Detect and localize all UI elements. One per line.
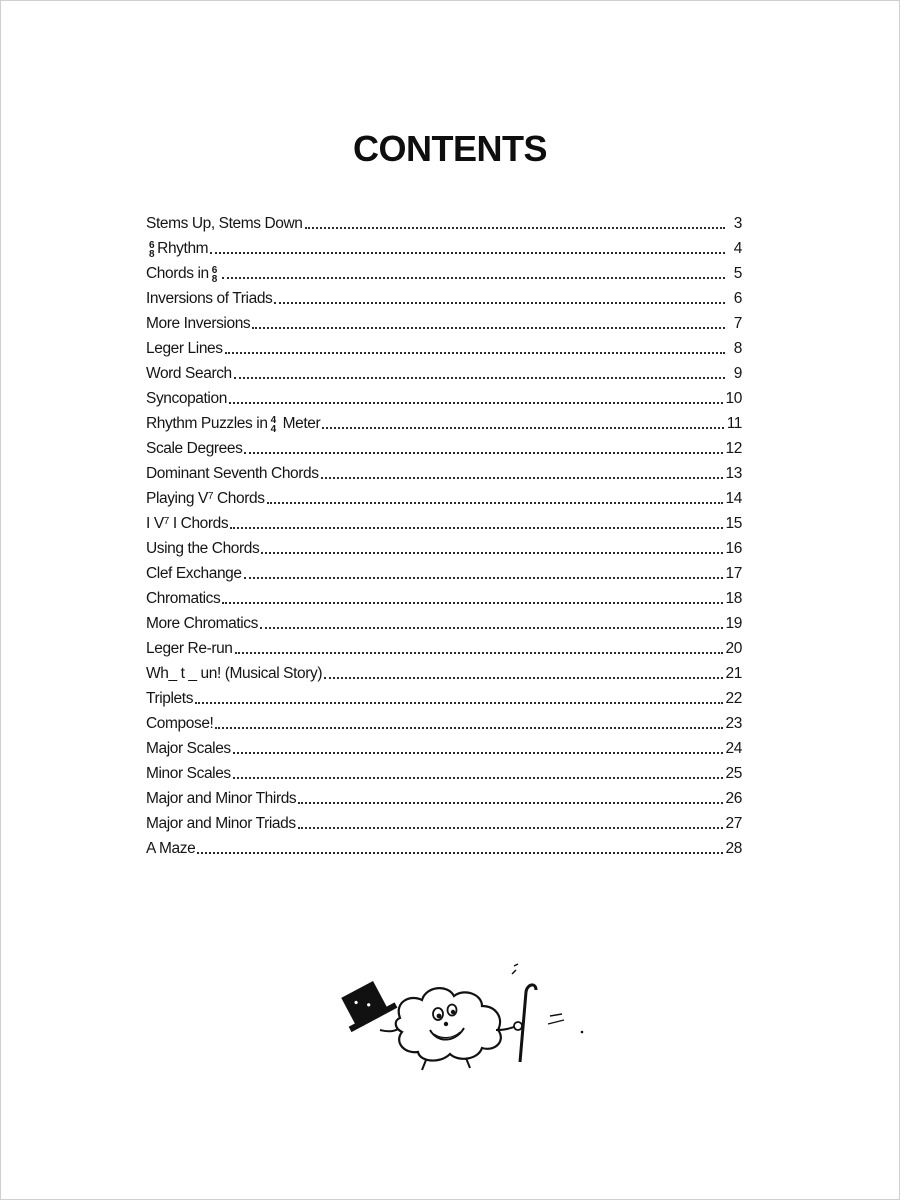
toc-page-number: 8	[733, 340, 742, 357]
toc-title-text: Playing V	[146, 490, 208, 507]
toc-entry-title	[146, 590, 220, 608]
toc-page-number: 14	[725, 490, 742, 507]
toc-title-text: I V	[146, 515, 164, 532]
toc-page-number: 27	[725, 815, 742, 832]
toc-title-text: Chords in	[146, 265, 209, 282]
dot-leader	[261, 552, 722, 554]
dot-leader	[233, 752, 723, 754]
toc-title-text: Chords	[216, 490, 265, 507]
toc-entry	[146, 558, 742, 583]
toc-page-number: 25	[725, 765, 742, 782]
toc-title-text: Minor Scales	[146, 765, 231, 782]
toc-page-number: 20	[725, 640, 742, 657]
toc-entry-title	[146, 340, 223, 358]
dot-leader	[210, 252, 725, 254]
toc-title-text: Clef Exchange	[146, 565, 242, 582]
superscript-seven: 7	[163, 516, 169, 527]
toc-title-text: A Maze	[146, 840, 196, 857]
toc-title-text: Meter	[282, 415, 321, 432]
toc-entry	[146, 583, 742, 608]
toc-entry	[146, 208, 742, 233]
toc-entry-title	[146, 565, 242, 583]
dot-leader	[267, 502, 723, 504]
dot-leader	[222, 602, 722, 604]
toc-entry-title	[146, 415, 320, 433]
toc-page-number: 26	[725, 790, 742, 807]
toc-entry	[146, 733, 742, 758]
time-signature	[149, 241, 154, 259]
toc-entry-title	[146, 715, 213, 733]
toc-title-text: Inversions of Triads	[146, 290, 273, 307]
toc-page-number: 15	[725, 515, 742, 532]
toc-entry	[146, 808, 742, 833]
toc-title-text: Major and Minor Thirds	[146, 790, 297, 807]
toc-entry	[146, 683, 742, 708]
time-signature	[271, 416, 276, 434]
dot-leader	[324, 677, 722, 679]
time-signature-top: 4	[270, 415, 276, 426]
toc-entry-title	[146, 765, 231, 783]
dot-leader	[215, 727, 722, 729]
dot-leader	[298, 827, 723, 829]
toc-entry-title	[146, 615, 258, 633]
dot-leader	[244, 452, 722, 454]
toc-page-number: 7	[733, 315, 742, 332]
toc-entry	[146, 833, 742, 858]
dot-leader	[233, 777, 723, 779]
time-signature-bottom: 4	[270, 424, 276, 435]
toc-title-text: Leger Lines	[146, 340, 223, 357]
dot-leader	[260, 627, 723, 629]
toc-entry-title	[146, 240, 208, 258]
toc-page-number: 21	[725, 665, 742, 682]
toc-entry	[146, 308, 742, 333]
dot-leader	[305, 227, 725, 229]
toc-entry-title	[146, 840, 195, 858]
toc-title-text: Major Scales	[146, 740, 231, 757]
toc-entry-title	[146, 265, 220, 283]
toc-entry-title	[146, 815, 296, 833]
toc-entry-title	[146, 315, 250, 333]
toc-entry	[146, 608, 742, 633]
toc-entry	[146, 358, 742, 383]
dot-leader	[222, 277, 725, 279]
table-of-contents	[146, 208, 742, 858]
toc-entry	[146, 283, 742, 308]
top-hat-icon	[336, 978, 398, 1032]
toc-page-number: 13	[725, 465, 742, 482]
toc-entry	[146, 433, 742, 458]
toc-title-text: Scale Degrees	[146, 440, 243, 457]
toc-page-number: 6	[733, 290, 742, 307]
toc-page-number: 9	[733, 365, 742, 382]
toc-entry	[146, 458, 742, 483]
toc-page-number: 18	[725, 590, 742, 607]
time-signature-bottom: 8	[211, 274, 217, 285]
dot-leader	[322, 427, 723, 429]
dot-leader	[274, 302, 725, 304]
toc-page-number: 11	[726, 415, 742, 432]
toc-title-text: Stems Up, Stems Down	[146, 215, 303, 232]
toc-entry-title	[146, 515, 228, 533]
toc-entry	[146, 508, 742, 533]
dot-leader	[197, 852, 722, 854]
toc-entry	[146, 758, 742, 783]
toc-page-number: 24	[725, 740, 742, 757]
toc-entry	[146, 533, 742, 558]
toc-entry	[146, 233, 742, 258]
toc-page-number: 23	[725, 715, 742, 732]
toc-title-text: Leger Re-run	[146, 640, 233, 657]
toc-entry-title	[146, 365, 232, 383]
dot-leader	[195, 702, 723, 704]
toc-title-text: Rhythm	[157, 240, 209, 257]
cloud-body	[396, 988, 501, 1060]
toc-title-text: More Inversions	[146, 315, 251, 332]
time-signature-top: 6	[211, 265, 217, 276]
toc-entry-title	[146, 490, 265, 508]
toc-entry	[146, 383, 742, 408]
toc-title-text: Dominant Seventh Chords	[146, 465, 319, 482]
toc-entry-title	[146, 665, 322, 683]
toc-entry-title	[146, 290, 272, 308]
dot-leader	[225, 352, 725, 354]
toc-title-text: Wh_ t _ un! (Musical Story)	[146, 665, 323, 682]
cane-icon	[520, 985, 536, 1062]
toc-entry	[146, 658, 742, 683]
toc-title-text: Compose!	[146, 715, 214, 732]
dot-leader	[230, 527, 722, 529]
toc-page-number: 10	[725, 390, 742, 407]
toc-entry-title	[146, 440, 242, 458]
time-signature	[212, 266, 217, 284]
toc-entry-title	[146, 790, 296, 808]
toc-title-text: More Chromatics	[146, 615, 258, 632]
toc-entry-title	[146, 390, 227, 408]
toc-entry	[146, 708, 742, 733]
toc-entry-title	[146, 465, 319, 483]
toc-page-number: 3	[733, 215, 742, 232]
time-signature-top: 6	[149, 240, 155, 251]
toc-title-text: Rhythm Puzzles in	[146, 415, 268, 432]
toc-entry	[146, 408, 742, 433]
toc-entry	[146, 333, 742, 358]
toc-title-text: Word Search	[146, 365, 232, 382]
dot-leader	[298, 802, 722, 804]
dot-leader	[321, 477, 723, 479]
toc-entry-title	[146, 640, 233, 658]
toc-entry	[146, 783, 742, 808]
toc-page-number: 12	[725, 440, 742, 457]
toc-page-number: 17	[725, 565, 742, 582]
toc-page-number: 19	[725, 615, 742, 632]
toc-title-text: Chromatics	[146, 590, 221, 607]
toc-title-text: Major and Minor Triads	[146, 815, 296, 832]
time-signature-bottom: 8	[149, 249, 155, 260]
dot-leader	[229, 402, 723, 404]
dot-leader	[234, 377, 725, 379]
toc-title-text: I Chords	[172, 515, 229, 532]
toc-page-number: 16	[725, 540, 742, 557]
toc-entry-title	[146, 540, 259, 558]
toc-title-text: Using the Chords	[146, 540, 260, 557]
dot-leader	[252, 327, 725, 329]
toc-page-number: 4	[733, 240, 742, 257]
toc-entry-title	[146, 690, 193, 708]
toc-entry-title	[146, 740, 231, 758]
toc-title-text: Syncopation	[146, 390, 227, 407]
page-title: CONTENTS	[353, 128, 547, 170]
dot-leader	[244, 577, 723, 579]
toc-entry	[146, 258, 742, 283]
toc-title-text: Triplets	[146, 690, 194, 707]
cloud-mascot-illustration	[330, 958, 600, 1076]
toc-page-number: 22	[725, 690, 742, 707]
superscript-seven: 7	[207, 491, 214, 502]
dot-leader	[235, 652, 723, 654]
toc-page-number: 28	[725, 840, 742, 857]
toc-entry-title	[146, 215, 303, 233]
toc-entry	[146, 483, 742, 508]
toc-page-number: 5	[733, 265, 742, 282]
toc-entry	[146, 633, 742, 658]
